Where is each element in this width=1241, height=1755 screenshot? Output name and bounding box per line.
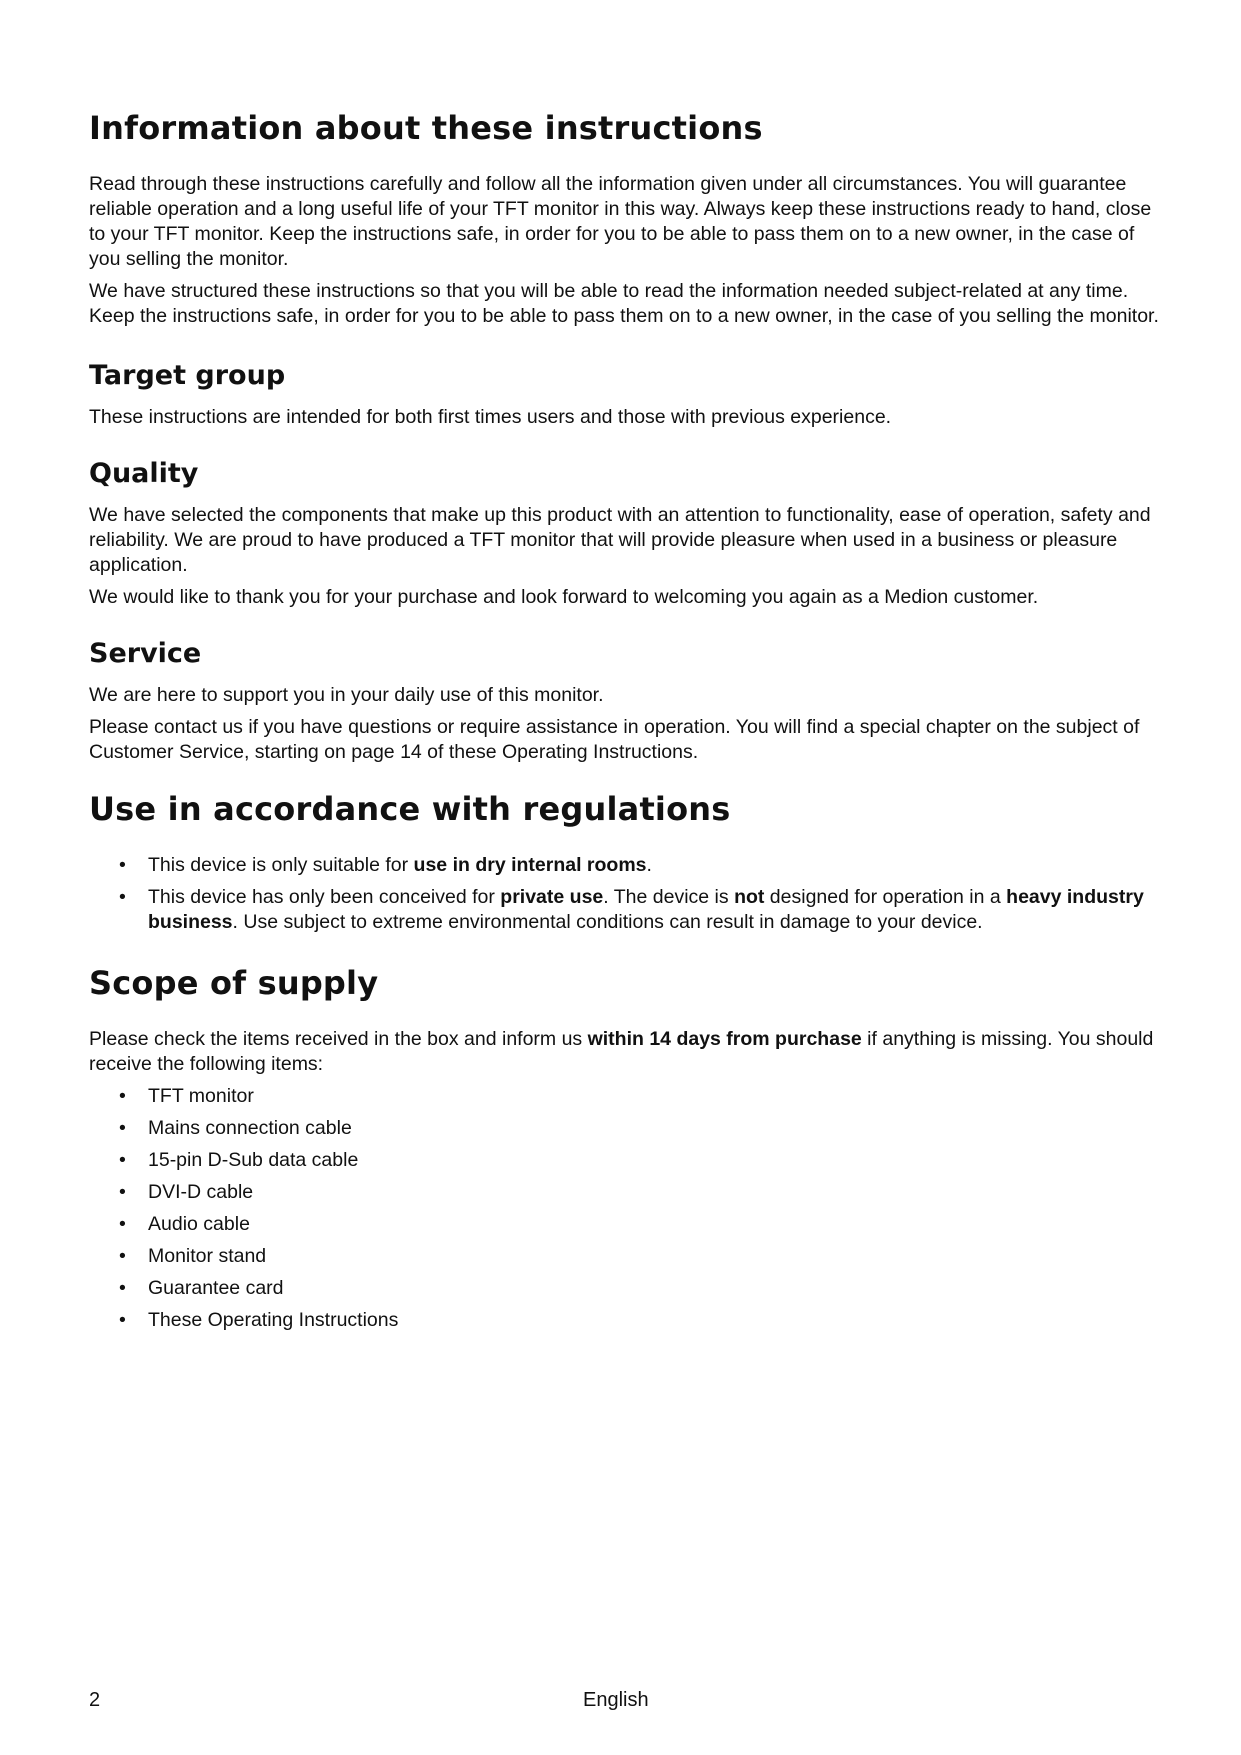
footer-language: English (583, 1689, 649, 1711)
list-item: • This device has only been conceived for private use. The device is not designed for operation in a heavy industry business. Use subject to extreme environmental conditions can result in damage to your device. (119, 886, 1144, 933)
paragraph: We have structured these instructions so that you will be able to read the information needed subject-related at any time. Keep the instructions safe, in order for you to be able to pass them on to a new owner, in the case of you selling the monitor. (89, 280, 1159, 327)
regulations-list (89, 853, 1159, 935)
page-number: 2 (89, 1689, 101, 1711)
bullet-icon: • (119, 1117, 126, 1139)
list-item: • Audio cable (119, 1213, 250, 1235)
heading-quality: Quality (89, 458, 199, 489)
bullet-icon: • (119, 1213, 126, 1235)
bullet-icon: • (119, 1149, 126, 1171)
paragraph: Please contact us if you have questions or require assistance in operation. You will find a special chapter on the subject of Customer Service, starting on page 14 of these Operating Instructions. (89, 716, 1140, 763)
bullet-icon: • (119, 1181, 126, 1203)
list-item: • TFT monitor (119, 1085, 254, 1107)
bullet-icon: • (119, 886, 126, 908)
heading-target-group: Target group (89, 360, 286, 391)
bullet-icon: • (119, 854, 126, 876)
list-item: • These Operating Instructions (119, 1309, 399, 1331)
paragraph: We have selected the components that make up this product with an attention to functionality, ease of operation, safety and reliability. We are proud to have produced a TFT monitor that will provide pleasure when used in a business or pleasure application. (89, 504, 1151, 576)
paragraph: We would like to thank you for your purchase and look forward to welcoming you again as a Medion customer. (89, 586, 1039, 608)
paragraph: Please check the items received in the box and inform us within 14 days from purchase if anything is missing. You should receive the following items: (89, 1028, 1154, 1075)
paragraph: These instructions are intended for both first times users and those with previous experience. (89, 406, 892, 428)
document-page (89, 108, 1159, 1340)
list-item: • DVI-D cable (119, 1181, 254, 1203)
heading-information: Information about these instructions (89, 109, 763, 147)
list-item: • Guarantee card (119, 1277, 284, 1299)
bullet-icon: • (119, 1309, 126, 1331)
paragraph: We are here to support you in your daily use of this monitor. (89, 684, 604, 706)
supply-list (89, 1084, 1159, 1333)
bullet-icon: • (119, 1277, 126, 1299)
heading-scope-of-supply: Scope of supply (89, 964, 379, 1002)
list-item: • This device is only suitable for use in dry internal rooms. (119, 854, 652, 876)
list-item: • Monitor stand (119, 1245, 267, 1267)
list-item: • 15-pin D-Sub data cable (119, 1149, 359, 1171)
heading-service: Service (89, 638, 202, 669)
bullet-icon: • (119, 1085, 126, 1107)
heading-regulations: Use in accordance with regulations (89, 790, 731, 828)
paragraph: Read through these instructions carefully and follow all the information given under all circumstances. You will guarantee reliable operation and a long useful life of your TFT monitor in this way. Always keep these instructions ready to hand, close to your TFT monitor. Keep the instructions safe, in order for you to be able to pass them on to a new owner, in the case of you selling the monitor. (89, 173, 1152, 270)
bullet-icon: • (119, 1245, 126, 1267)
list-item: • Mains connection cable (119, 1117, 352, 1139)
